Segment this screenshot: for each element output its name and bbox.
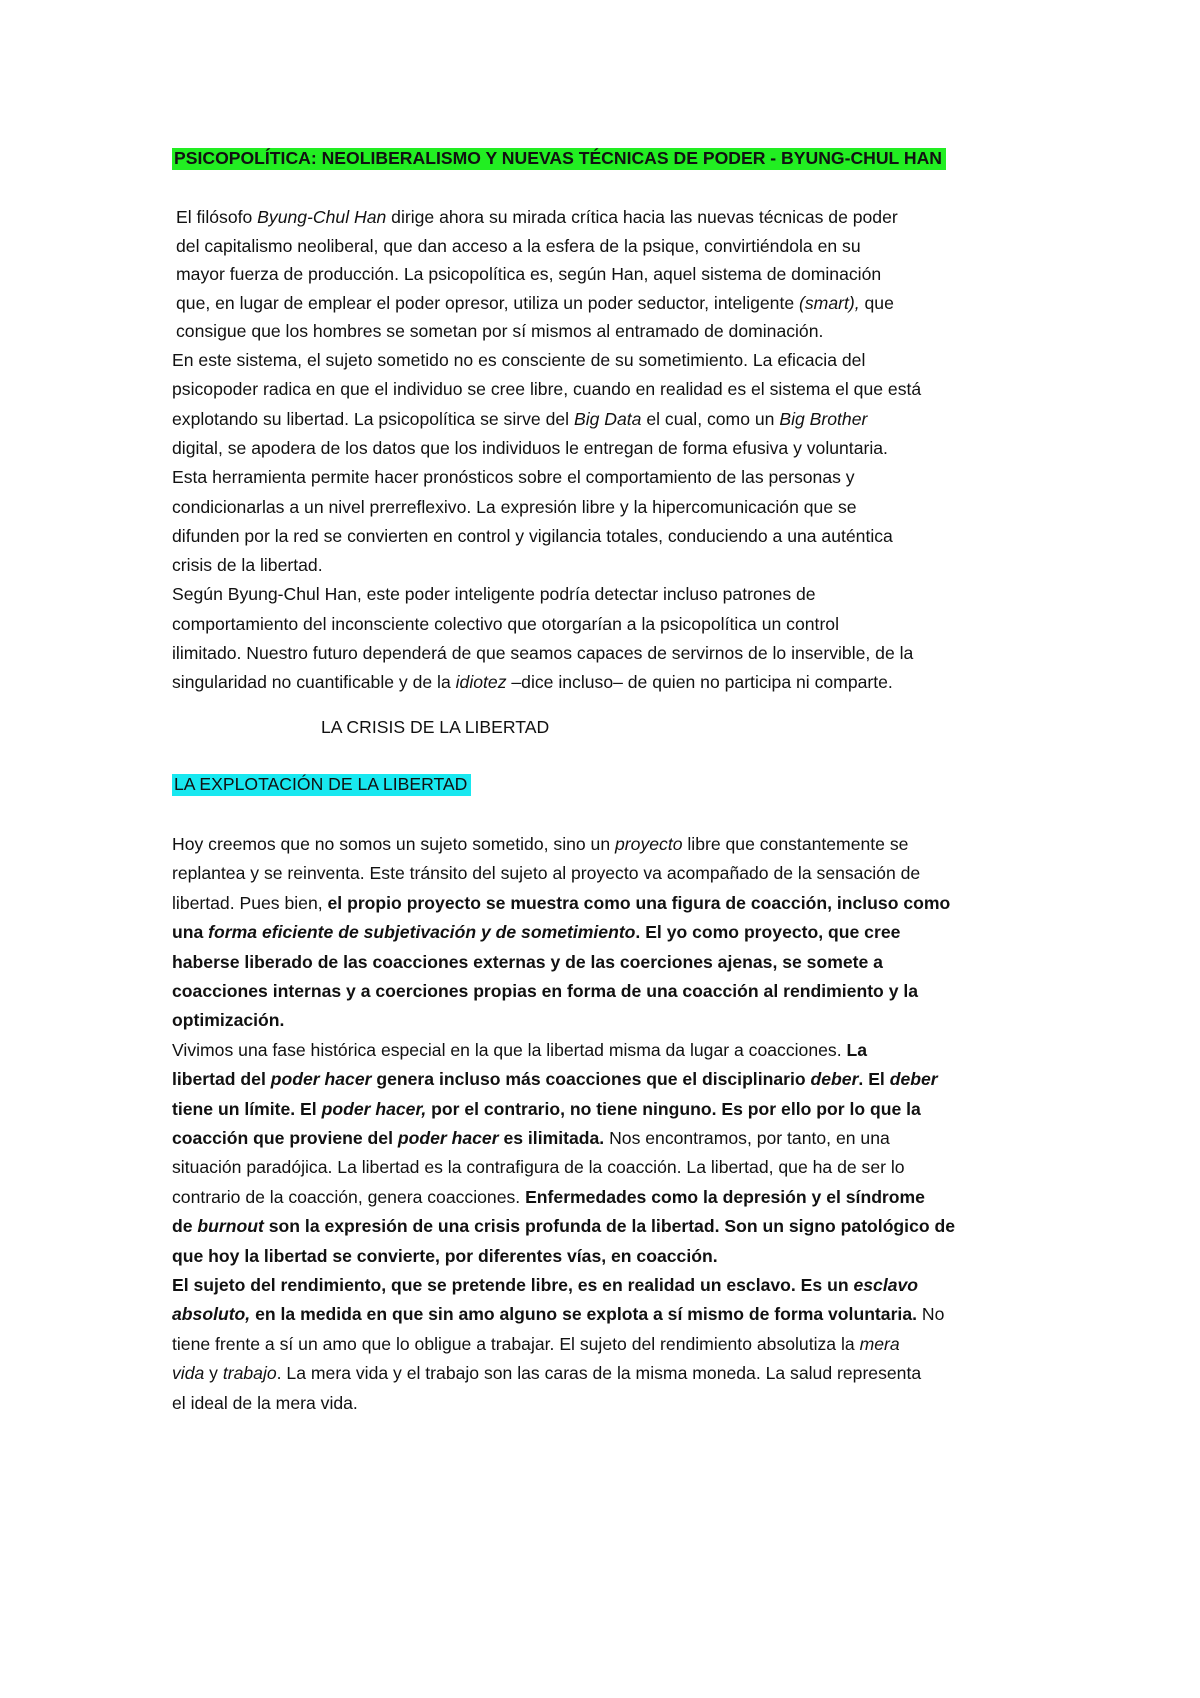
document-title: PSICOPOLÍTICA: NEOLIBERALISMO Y NUEVAS TÉCNICAS DE PODER - BYUNG-CHUL HAN — [172, 148, 946, 170]
text-line — [172, 1156, 905, 1179]
text-run: Big Data — [573, 408, 642, 429]
text-run: tiene frente a sí un amo que lo obligue a trabajar. El sujeto del rendimiento absolutiza la — [172, 1333, 860, 1354]
text-run: dirige ahora su mirada crítica hacia las nuevas técnicas de poder — [386, 207, 898, 227]
text-run: condicionarlas a un nivel prerreflexivo. La expresión libre y la hipercomunicación que se — [172, 496, 857, 517]
text-line — [172, 378, 921, 401]
text-line — [172, 1127, 890, 1150]
text-run: esclavo — [853, 1275, 919, 1295]
text-line — [176, 263, 881, 286]
text-run: deber — [889, 1069, 938, 1090]
text-run: el propio proyecto se muestra como una figura de coacción, incluso como — [327, 892, 951, 913]
text-run: . El — [858, 1069, 890, 1090]
text-run: idiotez — [455, 672, 507, 693]
text-run: situación paradójica. La libertad es la contrafigura de la coacción. La libertad, que ha de ser lo — [172, 1157, 905, 1178]
text-run: Hoy creemos que no somos un sujeto sometido, sino un — [172, 834, 616, 854]
text-run: absoluto, — [172, 1304, 251, 1325]
text-run: que — [859, 292, 894, 313]
text-line — [176, 206, 898, 229]
text-run: son la expresión de una crisis profunda de la libertad. Son un signo patológico de — [263, 1216, 956, 1237]
subsection-title-line — [172, 773, 471, 796]
text-run: del capitalismo neoliberal, que dan acceso a la esfera de la psique, convirtiéndola en su — [176, 235, 861, 256]
text-run: Según Byung-Chul Han, este poder inteligente podría detectar incluso patrones de — [172, 584, 816, 605]
text-run: poder hacer, — [321, 1098, 427, 1119]
text-run: psicopoder radica en que el individuo se cree libre, cuando en realidad es el sistema el que está — [172, 379, 922, 400]
text-run: libertad del — [172, 1069, 271, 1090]
text-run: La — [846, 1039, 868, 1060]
text-run: y — [204, 1363, 223, 1384]
text-run: libertad. Pues bien, — [172, 892, 328, 913]
text-run: optimización. — [172, 1010, 285, 1031]
text-run: libre que constantemente se — [682, 834, 909, 854]
text-run: haberse liberado de las coacciones externas y de las coerciones ajenas, se somete a — [172, 951, 883, 972]
text-line — [172, 1068, 938, 1091]
text-run: Vivimos una fase histórica especial en la que la libertad misma da lugar a coacciones. — [172, 1039, 847, 1060]
document-title-line — [172, 147, 946, 170]
text-line — [172, 1098, 921, 1121]
text-run: el ideal de la mera vida. — [172, 1392, 358, 1413]
text-run: Nos encontramos, por tanto, en una — [604, 1128, 890, 1148]
text-line — [172, 349, 865, 372]
text-line — [172, 1333, 900, 1356]
text-line — [172, 437, 888, 460]
section-title: LA CRISIS DE LA LIBERTAD — [321, 717, 550, 737]
text-line — [172, 921, 900, 944]
text-run: (smart), — [799, 292, 860, 313]
text-line — [172, 1362, 921, 1385]
text-line — [172, 862, 920, 885]
text-run: de — [172, 1216, 198, 1237]
text-line — [172, 951, 883, 974]
text-line — [172, 833, 908, 856]
text-run: contrario de la coacción, genera coacciones. — [172, 1186, 526, 1207]
text-line — [172, 583, 816, 606]
subsection-title: LA EXPLOTACIÓN DE LA LIBERTAD — [172, 774, 471, 796]
text-run: es ilimitada. — [498, 1128, 605, 1148]
text-run: En este sistema, el sujeto sometido no es consciente de su sometimiento. La eficacia del — [172, 350, 866, 370]
text-line — [172, 1392, 358, 1415]
text-run: tiene un límite. El — [172, 1098, 322, 1119]
text-line — [172, 892, 950, 915]
text-run: singularidad no cuantificable y de la — [172, 672, 456, 693]
text-run: deber — [810, 1069, 859, 1090]
text-run: Byung-Chul Han — [257, 207, 387, 227]
text-line — [172, 1245, 718, 1268]
text-line — [172, 642, 913, 665]
text-run: comportamiento del inconsciente colectivo que otorgarían a la psicopolítica un control — [172, 613, 839, 634]
text-line — [172, 1303, 944, 1326]
text-run: mera — [859, 1333, 900, 1354]
text-run: explotando su libertad. La psicopolítica se sirve del — [172, 408, 574, 429]
text-run: forma eficiente de subjetivación y de sometimiento — [208, 922, 636, 943]
text-run: burnout — [197, 1216, 264, 1237]
text-run: coacción que proviene del — [172, 1128, 398, 1148]
text-line — [172, 671, 893, 694]
text-run: mayor fuerza de producción. La psicopolítica es, según Han, aquel sistema de dominación — [176, 264, 882, 285]
text-run: poder hacer — [397, 1128, 499, 1148]
text-run: –dice incluso– de quien no participa ni comparte. — [506, 672, 893, 693]
text-line — [172, 408, 867, 431]
text-run: difunden por la red se convierten en control y vigilancia totales, conduciendo a una auténtica — [172, 525, 893, 546]
text-run: en la medida en que sin amo alguno se explota a sí mismo de forma voluntaria. — [250, 1304, 917, 1325]
text-line — [172, 1039, 867, 1062]
text-run: poder hacer — [270, 1069, 372, 1090]
text-line — [172, 613, 839, 636]
text-run: coacciones internas y a coerciones propias en forma de una coacción al rendimiento y la — [172, 981, 919, 1001]
text-run: el cual, como un — [641, 408, 780, 429]
text-run: Enfermedades como la depresión y el síndrome — [525, 1186, 925, 1207]
text-line — [172, 496, 857, 519]
text-line — [172, 1186, 925, 1209]
text-run: El sujeto del rendimiento, que se pretende libre, es en realidad un esclavo. Es un — [172, 1275, 854, 1295]
text-line — [172, 1009, 284, 1032]
text-run: que, en lugar de emplear el poder opresor, utiliza un poder seductor, inteligente — [176, 292, 800, 313]
text-run: El filósofo — [176, 207, 258, 227]
text-run: Big Brother — [779, 408, 868, 429]
text-run: trabajo — [222, 1363, 277, 1384]
text-run: crisis de la libertad. — [172, 555, 323, 576]
text-run: No — [917, 1304, 945, 1325]
text-run: consigue que los hombres se sometan por sí mismos al entramado de dominación. — [176, 321, 824, 342]
text-line — [172, 1215, 955, 1238]
text-run: que hoy la libertad se convierte, por diferentes vías, en coacción. — [172, 1245, 718, 1266]
text-line — [172, 525, 893, 548]
text-run: por el contrario, no tiene ninguno. Es por ello por lo que la — [426, 1098, 921, 1119]
text-run: Esta herramienta permite hacer pronósticos sobre el comportamiento de las personas y — [172, 467, 855, 488]
text-line — [172, 466, 855, 489]
text-run: genera incluso más coacciones que el disciplinario — [371, 1069, 811, 1090]
text-line — [176, 235, 861, 258]
text-run: digital, se apodera de los datos que los individuos le entregan de forma efusiva y voluntaria. — [172, 437, 888, 458]
text-run: vida — [172, 1363, 205, 1384]
text-run: ilimitado. Nuestro futuro dependerá de que seamos capaces de servirnos de lo inservible, de la — [172, 643, 914, 663]
text-run: una — [172, 922, 209, 943]
text-line — [172, 1274, 918, 1297]
text-run: proyecto — [615, 834, 683, 854]
text-run: . La mera vida y el trabajo son las caras de la misma moneda. La salud representa — [276, 1363, 922, 1384]
text-run: replantea y se reinventa. Este tránsito del sujeto al proyecto va acompañado de la sensación de — [172, 863, 921, 884]
text-run: . El yo como proyecto, que cree — [635, 922, 901, 943]
text-line — [176, 320, 823, 343]
text-line — [172, 980, 918, 1003]
text-line — [176, 292, 894, 315]
text-line — [172, 554, 323, 577]
